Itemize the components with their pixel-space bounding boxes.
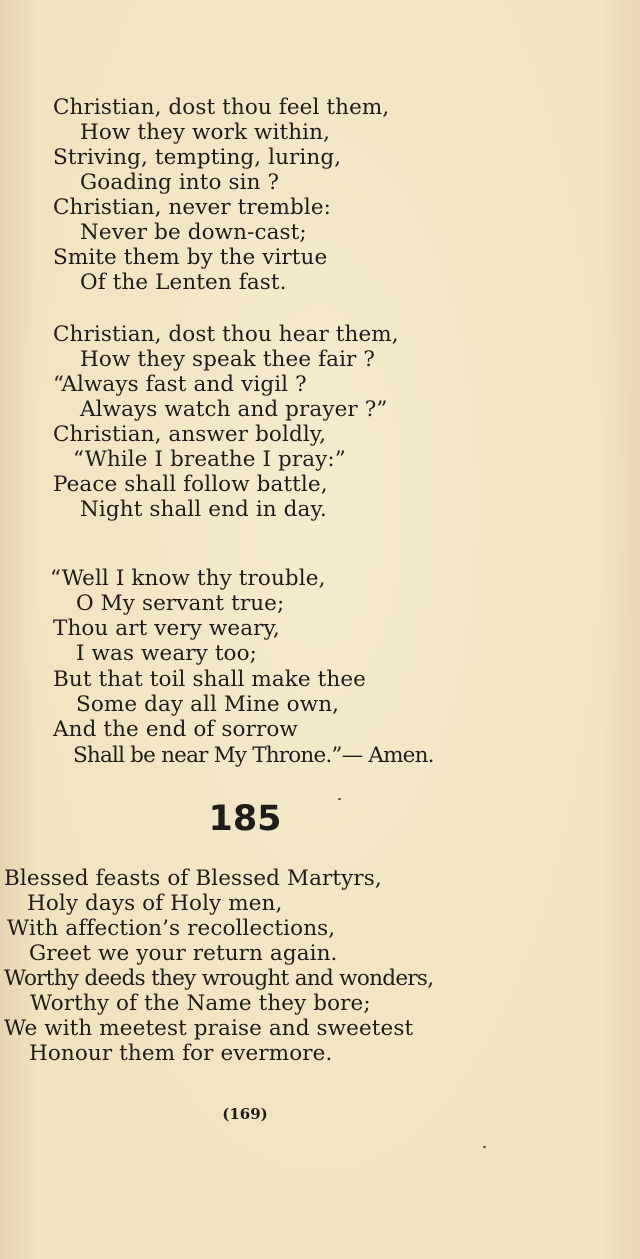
stanza-line: But that toil shall make thee xyxy=(53,667,366,692)
verse-line: We with meetest praise and sweetest xyxy=(4,1016,414,1041)
verse-line: With affection’s recollections, xyxy=(7,916,336,941)
stanza-line: Christian, dost thou hear them, xyxy=(53,322,399,347)
verse-line: Holy days of Holy men, xyxy=(27,891,283,916)
stanza-line: Never be down-cast; xyxy=(80,220,307,245)
stanza-line: How they work within, xyxy=(80,120,331,145)
stanza-line: Peace shall follow battle, xyxy=(53,472,328,497)
stanza-line: And the end of sorrow xyxy=(53,717,298,742)
stanza-line: Christian, answer boldly, xyxy=(53,422,327,447)
stanza-line: Smite them by the virtue xyxy=(53,245,328,270)
hymn-number: 185 xyxy=(208,799,282,839)
verse-line: Worthy of the Name they bore; xyxy=(30,991,371,1016)
stanza-line: Shall be near My Throne.”— Amen. xyxy=(73,743,434,768)
verse-line: Worthy deeds they wrought and wonders, xyxy=(4,966,434,991)
stanza-line: Goading into sin ? xyxy=(80,170,280,195)
verse-line: Honour them for evermore. xyxy=(29,1041,333,1066)
stanza-line: Of the Lenten fast. xyxy=(80,270,287,295)
stanza-line: How they speak thee fair ? xyxy=(80,347,375,372)
stanza-line: I was weary too; xyxy=(76,641,257,666)
stanza-line: O My servant true; xyxy=(76,591,285,616)
stanza-line: Night shall end in day. xyxy=(80,497,327,522)
verse-line: Greet we your return again. xyxy=(29,941,338,966)
stanza-line: Always watch and prayer ?” xyxy=(80,397,388,422)
page-number: (169) xyxy=(222,1105,268,1123)
stanza-line: Thou art very weary, xyxy=(53,616,280,641)
stanza-line: “Always fast and vigil ? xyxy=(53,372,307,397)
stanza-line: “Well I know thy trouble, xyxy=(50,566,326,591)
stanza-line: Striving, tempting, luring, xyxy=(53,145,342,170)
verse-line: Blessed feasts of Blessed Martyrs, xyxy=(4,866,382,891)
stanza-line: “While I breathe I pray:” xyxy=(73,447,346,472)
stanza-line: Christian, dost thou feel them, xyxy=(53,95,390,120)
stanza-line: Some day all Mine own, xyxy=(76,692,340,717)
ink-speck xyxy=(483,1146,486,1148)
stanza-line: Christian, never tremble: xyxy=(53,195,332,220)
ink-speck xyxy=(338,798,341,800)
